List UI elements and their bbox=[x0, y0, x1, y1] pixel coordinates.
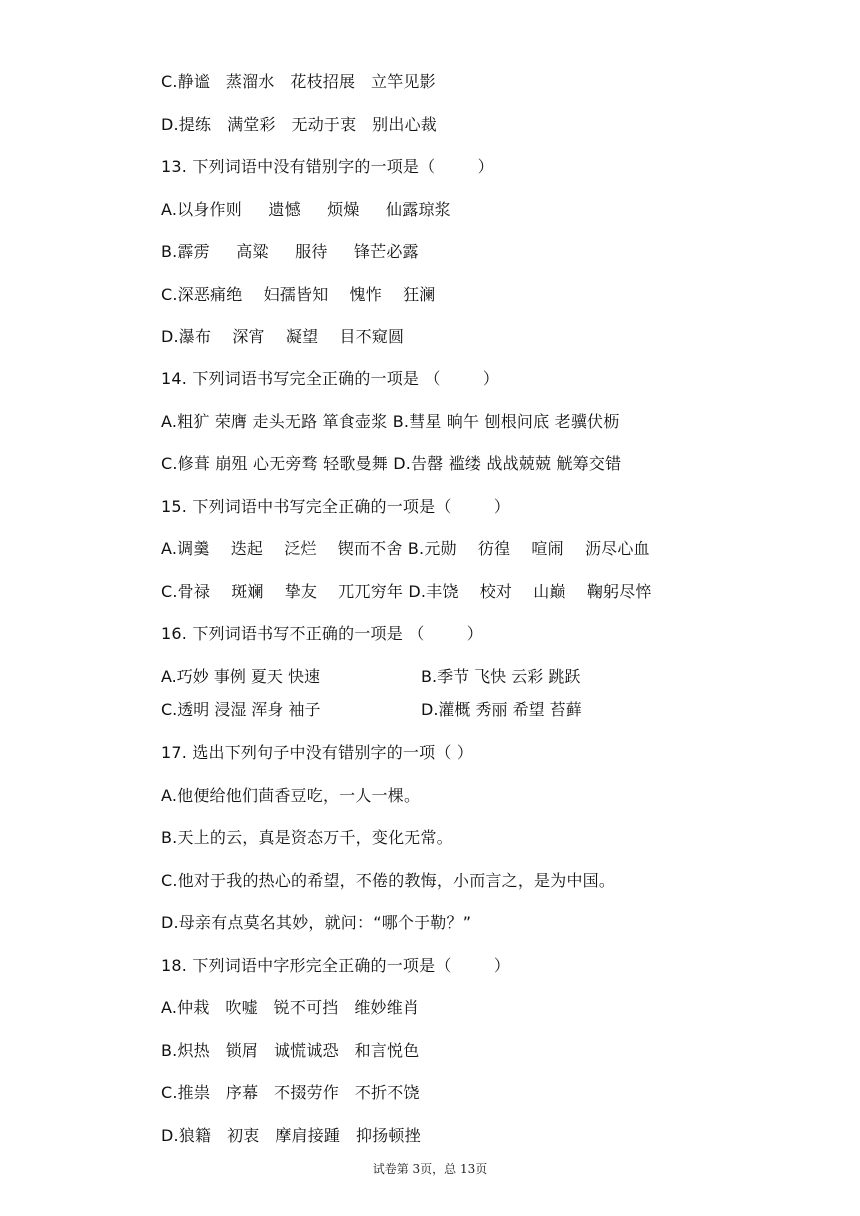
q16-option-d: D.灌概 秀丽 希望 苔藓 bbox=[421, 700, 582, 719]
q17-option-d: D.母亲有点莫名其妙，就问：“哪个于勒？” bbox=[161, 913, 472, 932]
q16-option-b: B.季节 飞快 云彩 跳跃 bbox=[421, 667, 581, 686]
q18-option-c: C.推祟 序幕 不掇劳作 不折不饶 bbox=[161, 1083, 420, 1102]
q15-question: 15. 下列词语中书写完全正确的一项是（ ） bbox=[161, 497, 511, 516]
q13-option-b: B.霹雳 高粱 服待 锋芒必露 bbox=[161, 242, 419, 261]
q15-options-ab: A.调羹 迭起 泛烂 锲而不舍 B.元勋 彷徨 喧闹 沥尽心血 bbox=[161, 539, 650, 558]
q14-options-cd: C.修葺 崩殂 心无旁骛 轻歌曼舞 D.告罄 褴缕 战战兢兢 觥筹交错 bbox=[161, 454, 622, 473]
q15-options-cd: C.骨禄 斑斓 挚友 兀兀穷年 D.丰饶 校对 山巅 鞠躬尽悴 bbox=[161, 582, 652, 601]
q12-option-d: D.提练 满堂彩 无动于衷 别出心裁 bbox=[161, 115, 437, 134]
q17-option-a: A.他便给他们茴香豆吃，一人一棵。 bbox=[161, 786, 421, 805]
q17-question: 17. 选出下列句子中没有错别字的一项（ ） bbox=[161, 743, 474, 762]
q16-option-a: A.巧妙 事例 夏天 快速 bbox=[161, 667, 321, 686]
q18-question: 18. 下列词语中字形完全正确的一项是（ ） bbox=[161, 956, 511, 975]
q16-option-c: C.透明 浸湿 浑身 袖子 bbox=[161, 700, 321, 719]
q16-question: 16. 下列词语书写不正确的一项是 （ ） bbox=[161, 624, 483, 643]
q18-option-b: B.炽热 锁屑 诚慌诚恐 和言悦色 bbox=[161, 1041, 420, 1060]
q12-option-c: C.静谧 蒸溜水 花枝招展 立竿见影 bbox=[161, 72, 436, 91]
q13-option-c: C.深恶痛绝 妇孺皆知 愧怍 狂澜 bbox=[161, 285, 436, 304]
q18-option-d: D.狼籍 初衷 摩肩接踵 抑扬顿挫 bbox=[161, 1126, 421, 1145]
page-footer: 试卷第 3页，总 13页 bbox=[372, 1162, 488, 1176]
q14-options-ab: A.粗犷 荣膺 走头无路 箪食壶浆 B.彗星 晌午 刨根问底 老骥伏枥 bbox=[161, 412, 620, 431]
q13-question: 13. 下列词语中没有错别字的一项是（ ） bbox=[161, 157, 494, 176]
q18-option-a: A.仲栽 吹嘘 锐不可挡 维妙维肖 bbox=[161, 998, 420, 1017]
q13-option-a: A.以身作则 遗憾 烦燥 仙露琼浆 bbox=[161, 200, 451, 219]
q17-option-b: B.天上的云，真是资态万千，变化无常。 bbox=[161, 828, 453, 847]
q14-question: 14. 下列词语书写完全正确的一项是 （ ） bbox=[161, 369, 500, 388]
q17-option-c: C.他对于我的热心的希望，不倦的教悔，小而言之，是为中国。 bbox=[161, 871, 616, 890]
q13-option-d: D.瀑布 深宵 凝望 目不窥圆 bbox=[161, 327, 405, 346]
